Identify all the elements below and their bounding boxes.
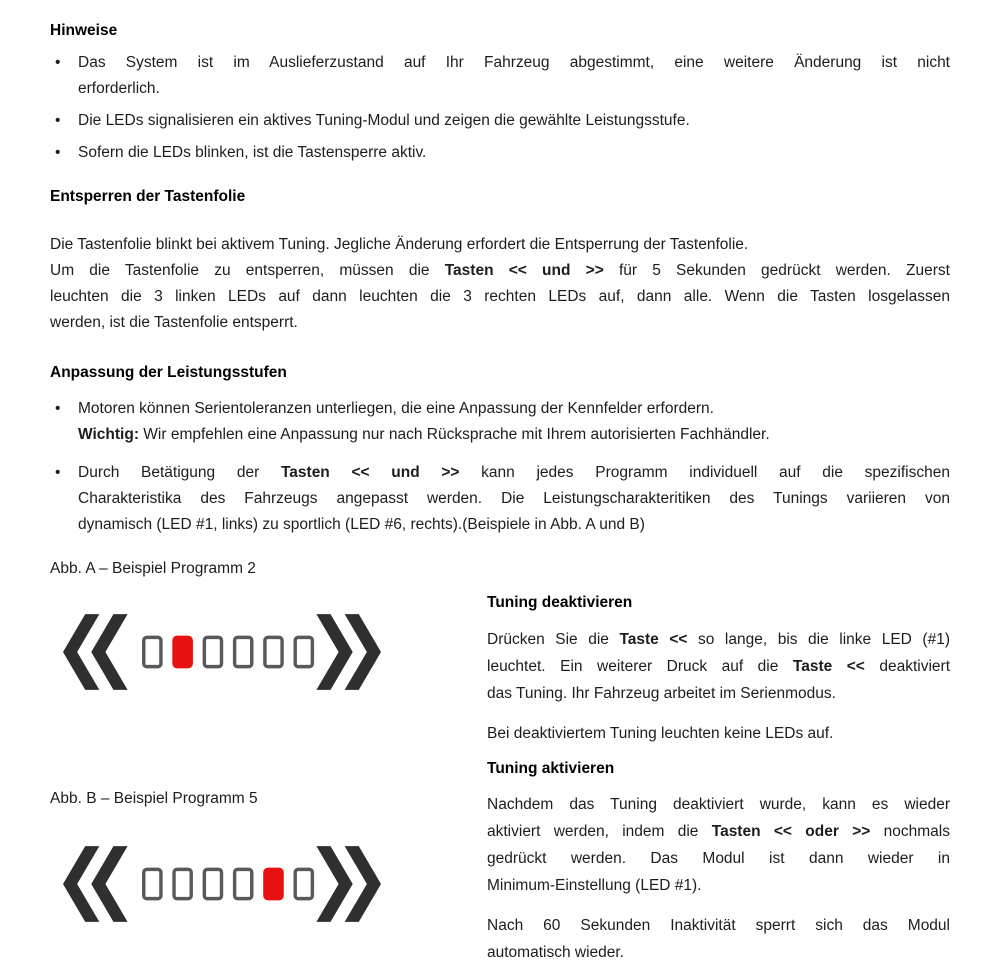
led-1-off [144,637,161,666]
bullet-item: • Sofern die LEDs blinken, ist die Tastensperre aktiv. [50,140,950,166]
deaktivieren-title: Tuning deaktivieren [487,594,633,611]
led-5-off [265,637,282,666]
anpassung-bullet-list [50,396,950,538]
hinweise-bullet-list [50,50,950,166]
led-2-off [174,869,191,898]
double-chevron-right-icon [316,614,352,690]
aktivieren-paragraph-2: Nach 60 Sekunden Inaktivität sperrt sich das Modul automatisch wieder. [487,917,950,961]
bullet-item: • Das System ist im Auslieferzustand auf Ihr Fahrzeug abgestimmt, eine weitere Änderung ist nicht erforderlich. [50,50,950,102]
instructions-column [487,558,950,966]
figure-a-caption: Abb. A – Beispiel Programm 2 [50,560,256,577]
bullet-item: • Die LEDs signalisieren ein aktives Tuning-Modul und zeigen die gewählte Leistungsstufe. [50,108,950,134]
led-2-active [174,637,191,666]
led-3-off [204,869,221,898]
hinweise-title: Hinweise [50,22,118,39]
bullet-item: • Motoren können Serientoleranzen unterliegen, die eine Anpassung der Kennfelder erfordern. Wichtig: Wir empfehlen eine Anpassung nur nach Rücksprache mit Ihrem autorisierten Fachhändler. [50,396,950,448]
led-panel-program-5 [63,846,487,924]
deaktivieren-paragraph-2: Bei deaktiviertem Tuning leuchten keine LEDs auf. [487,725,834,742]
led-6-off [295,869,312,898]
figures-column [50,558,487,966]
bullet-item: • Durch Betätigung der Tasten << und >> kann jedes Programm individuell auf die spezifischen Charakteristika des Fahrzeugs angepasst werden. Die Leistungscharakteritiken des Tunings variieren von dynamisch (LED #1, links) zu sportlich (LED #6, rechts).(Beispiele in Abb. A und B) [50,460,950,538]
led-4-off [235,637,252,666]
double-chevron-left-icon [91,846,127,922]
led-3-off [204,637,221,666]
led-5-active [265,869,282,898]
led-display [63,614,381,690]
figure-b-caption: Abb. B – Beispiel Programm 5 [50,790,258,807]
section-hinweise [50,22,950,166]
entsperren-paragraph: Die Tastenfolie blinkt bei aktivem Tuning. Jegliche Änderung erfordert die Entsperrung der Tastenfolie. Um die Tastenfolie zu entsperren, müssen die Tasten << und >> für 5 Sekunden gedrückt werden. Zuerst leuchten die 3 linken LEDs auf dann leuchten die 3 rechten LEDs auf, dann alle. Wenn die Tasten losgelassen werden, ist die Tastenfolie entsperrt. [50,236,950,331]
section-entsperren [50,188,950,336]
aktivieren-paragraph-1: Nachdem das Tuning deaktiviert wurde, kann es wieder aktiviert werden, indem die Tasten << oder >> nochmals gedrückt werden. Das Modul ist dann wieder in Minimum-Einstellung (LED #1). [487,796,950,894]
led-1-off [144,869,161,898]
entsperren-title: Entsperren der Tastenfolie [50,188,246,205]
anpassung-title: Anpassung der Leistungsstufen [50,364,287,381]
double-chevron-left-icon [91,614,127,690]
figures-and-instructions [50,558,950,966]
deaktivieren-paragraph-1: Drücken Sie die Taste << so lange, bis die linke LED (#1) leuchtet. Ein weiterer Druck auf die Taste << deaktiviert das Tuning. Ihr Fahrzeug arbeitet im Serienmodus. [487,631,950,702]
aktivieren-title: Tuning aktivieren [487,760,615,777]
section-anpassung [50,364,950,538]
led-display [63,846,381,922]
double-chevron-right-icon [316,846,352,922]
led-panel-program-2 [63,614,487,692]
led-6-off [295,637,312,666]
led-4-off [235,869,252,898]
